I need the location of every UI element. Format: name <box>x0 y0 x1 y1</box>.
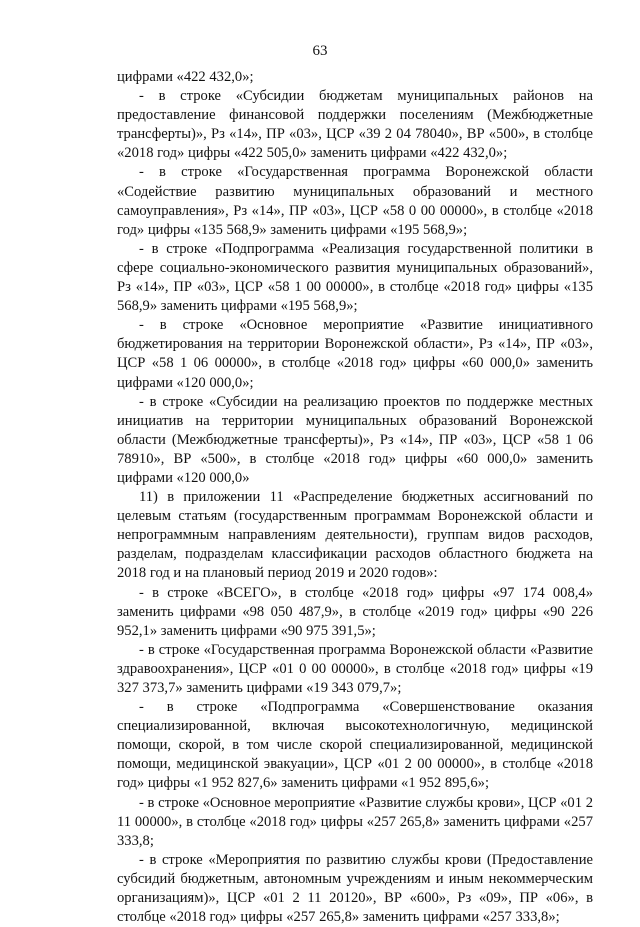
paragraph-blood-service-measures: - в строке «Мероприятия по развитию службы крови (Предоставление субсидий бюджетным, автономным учреждениям и иным некоммерческим организациям)», ЦСР «01 2 11 20120», ВР «600», Рз «09», ПР «06», в столбце «2018 год» цифры «257 265,8» заменить цифрами «257 333,8»; <box>117 851 593 926</box>
paragraph-blood-service: - в строке «Основное мероприятие «Развитие службы крови», ЦСР «01 2 11 00000», в столбце «2018 год» цифры «257 265,8» заменить цифрами «257 333,8; <box>117 794 593 849</box>
paragraph-local-initiatives: - в строке «Субсидии на реализацию проектов по поддержке местных инициатив на территории муниципальных образований Воронежской области (Межбюджетные трансферты)», Рз «14», ПР «03», ЦСР «58 1 06 78910», ВР «500», в столбце «2018 год» цифры «60 000,0» заменить цифрами «120 000,0» <box>117 393 593 486</box>
paragraph-total: - в строке «ВСЕГО», в столбце «2018 год» цифры «97 174 008,4» заменить цифрами «98 050 487,9», в столбце «2019 год» цифры «90 226 952,1» заменить цифрами «90 975 391,5»; <box>117 584 593 639</box>
paragraph-continuation: цифрами «422 432,0»; <box>117 69 254 85</box>
paragraph-initiative-budgeting: - в строке «Основное мероприятие «Развитие инициативного бюджетирования на территории Воронежской области», Рз «14», ПР «03», ЦСР «58 1 06 00000», в столбце «2018 год» цифры «60 000,0» заменить цифрами «120 000,0»; <box>117 317 593 391</box>
paragraph-subsidy-districts: - в строке «Субсидии бюджетам муниципальных районов на предоставление финансовой поддержки поселениям (Межбюджетные трансферты)», Рз «14», ПР «03», ЦСР «39 2 04 78040», ВР «500», в столбце «2018 год» цифры «422 505,0» заменить цифрами «422 432,0»; <box>117 88 593 162</box>
paragraph-subprogram-policy: - в строке «Подпрограмма «Реализация государственной политики в сфере социально-экономического развития муниципальных образований», Рз «14», ПР «03», ЦСР «58 1 00 00000», в столбце «2018 год» цифры «135 568,9» заменить цифрами «195 568,9»; <box>117 240 593 315</box>
paragraph-appendix-11: 11) в приложении 11 «Распределение бюджетных ассигнований по целевым статьям (государственным программам Воронежской области и непрограммным направлениям деятельности), группам видов расходов, разделам, подразделам классификации расходов областного бюджета на 2018 год и на плановый период 2019 и 2020 годов»: <box>117 489 593 582</box>
paragraph-program-healthcare: - в строке «Государственная программа Воронежской области «Развитие здравоохранения», ЦСР «01 0 00 00000», в столбце «2018 год» цифры «19 327 373,7» заменить цифрами «19 343 079,7»; <box>117 641 593 696</box>
document-body <box>117 68 593 927</box>
paragraph-subprogram-specialized-care: - в строке «Подпрограмма «Совершенствование оказания специализированной, включая высокотехнологичную, медицинской помощи, скорой, в том числе скорой специализированной, медицинской помощи, медицинской эвакуации», ЦСР «01 2 00 00000», в столбце «2018 год» цифры «1 952 827,6» заменить цифрами «1 952 895,6»; <box>117 699 593 792</box>
paragraph-program-municipal: - в строке «Государственная программа Воронежской области «Содействие развитию муниципальных образований и местного самоуправления», Рз «14», ПР «03», ЦСР «58 0 00 00000», в столбце «2018 год» цифры «135 568,9» заменить цифрами «195 568,9»; <box>117 164 593 238</box>
page-number: 63 <box>312 43 328 59</box>
